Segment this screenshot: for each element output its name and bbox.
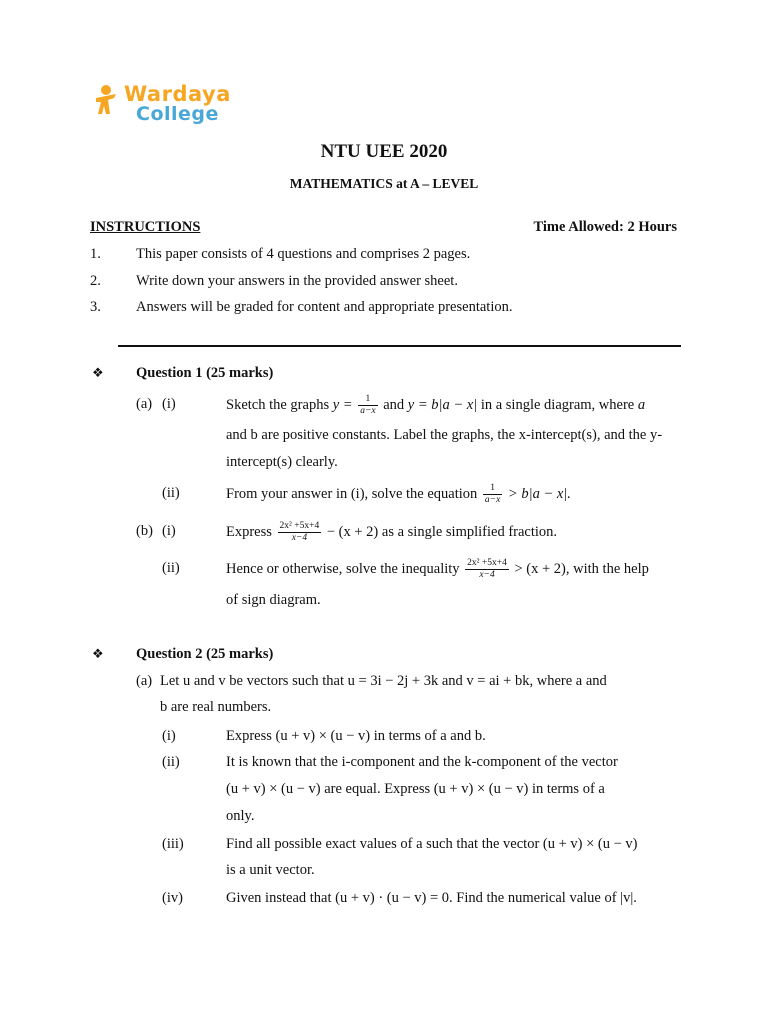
q1-ai-line2: and b are positive constants. Label the graphs, the x-intercept(s), and the y-	[226, 427, 663, 443]
q1-bii-post: > (x + 2), with the help	[514, 561, 649, 577]
question-1-heading: Question 1 (25 marks)	[136, 365, 274, 381]
diamond-bullet-icon: ❖	[92, 646, 104, 661]
q1-bi-line	[226, 515, 557, 549]
subpart-label: (i)	[162, 523, 176, 539]
instructions-heading: INSTRUCTIONS	[90, 219, 201, 235]
subpart-label: (ii)	[162, 485, 180, 501]
page-subtitle: MATHEMATICS at A – LEVEL	[289, 176, 479, 191]
subpart-label: (i)	[162, 396, 176, 412]
subpart-label: (i)	[162, 728, 176, 744]
diamond-bullet-icon: ❖	[92, 365, 104, 380]
logo-line2: College	[136, 103, 219, 125]
q1-ai-line3: intercept(s) clearly.	[226, 454, 338, 470]
time-allowed: Time Allowed: 2 Hours	[533, 219, 677, 235]
q2-ii-line2: (u + v) × (u − v) are equal. Express (u + v) × (u − v) in terms of a	[226, 781, 605, 797]
q2-a-line1: Let u and v be vectors such that u = 3i − 2j + 3k and v = ai + bk, where a and	[160, 673, 607, 689]
q1-bi-post: − (x + 2) as a single simplified fraction.	[326, 524, 558, 540]
q2-iv-text: Given instead that (u + v) · (u − v) = 0. Find the numerical value of |v|.	[226, 890, 637, 906]
subpart-label: (ii)	[162, 754, 180, 770]
subpart-label: (iv)	[162, 890, 183, 906]
instruction-num: 2.	[90, 273, 101, 289]
q2-i-text: Express (u + v) × (u − v) in terms of a and b.	[226, 728, 486, 744]
fraction-num: 2x² +5x+4	[467, 558, 507, 569]
q1-bii-line	[226, 552, 649, 586]
q1-ai-post: in a single diagram, where	[480, 397, 635, 413]
q1-ai-mid: and	[383, 397, 405, 413]
q1-ai-var-a: a	[637, 397, 646, 413]
q1-bi-pre: Express	[226, 524, 272, 540]
q1-bii-pre: Hence or otherwise, solve the inequality	[226, 561, 460, 577]
part-label: (a)	[136, 673, 153, 689]
logo-line1: Wardaya	[124, 82, 231, 106]
q1-ai-line1	[226, 388, 645, 422]
q2-ii-line1: It is known that the i-component and the k-component of the vector	[226, 754, 618, 770]
fraction-num: 1	[483, 483, 502, 495]
part-label: (b)	[136, 523, 153, 539]
instruction-num: 3.	[90, 299, 101, 315]
fraction-num: 2x² +5x+4	[279, 521, 320, 532]
q1-aii-line	[226, 477, 571, 511]
question-2-heading: Question 2 (25 marks)	[136, 646, 274, 662]
fraction-num: 1	[358, 394, 377, 406]
q2-a-line2: b are real numbers.	[160, 699, 272, 715]
subpart-label: (ii)	[162, 560, 180, 576]
page-title: NTU UEE 2020	[320, 141, 448, 162]
fraction	[483, 483, 502, 506]
q1-aii-pre: From your answer in (i), solve the equation	[226, 486, 478, 502]
q1-ai-y1: y =	[332, 397, 353, 413]
fraction-den: x−4	[291, 533, 308, 544]
instruction-text: Answers will be graded for content and appropriate presentation.	[136, 299, 513, 315]
q1-bii-line2: of sign diagram.	[226, 592, 321, 608]
fraction	[465, 558, 509, 581]
subpart-label: (iii)	[162, 836, 184, 852]
q2-iii-line2: is a unit vector.	[226, 862, 315, 878]
part-label: (a)	[136, 396, 153, 412]
instruction-text: Write down your answers in the provided answer sheet.	[136, 273, 458, 289]
fraction	[358, 394, 377, 417]
section-divider	[118, 345, 681, 347]
q1-ai-y2: y = b|a − x|	[407, 397, 478, 413]
fraction-den: a−x	[360, 406, 376, 417]
q2-iii-line1: Find all possible exact values of a such that the vector (u + v) × (u − v)	[226, 836, 638, 852]
q1-ai-pre: Sketch the graphs	[226, 397, 330, 413]
fraction-den: a−x	[484, 495, 501, 506]
instruction-text: This paper consists of 4 questions and comprises 2 pages.	[136, 246, 471, 262]
fraction-den: x−4	[479, 570, 495, 581]
q1-aii-post: > b|a − x|.	[507, 486, 571, 502]
q2-ii-line3: only.	[226, 808, 255, 824]
instruction-num: 1.	[90, 246, 101, 262]
fraction	[278, 521, 322, 544]
